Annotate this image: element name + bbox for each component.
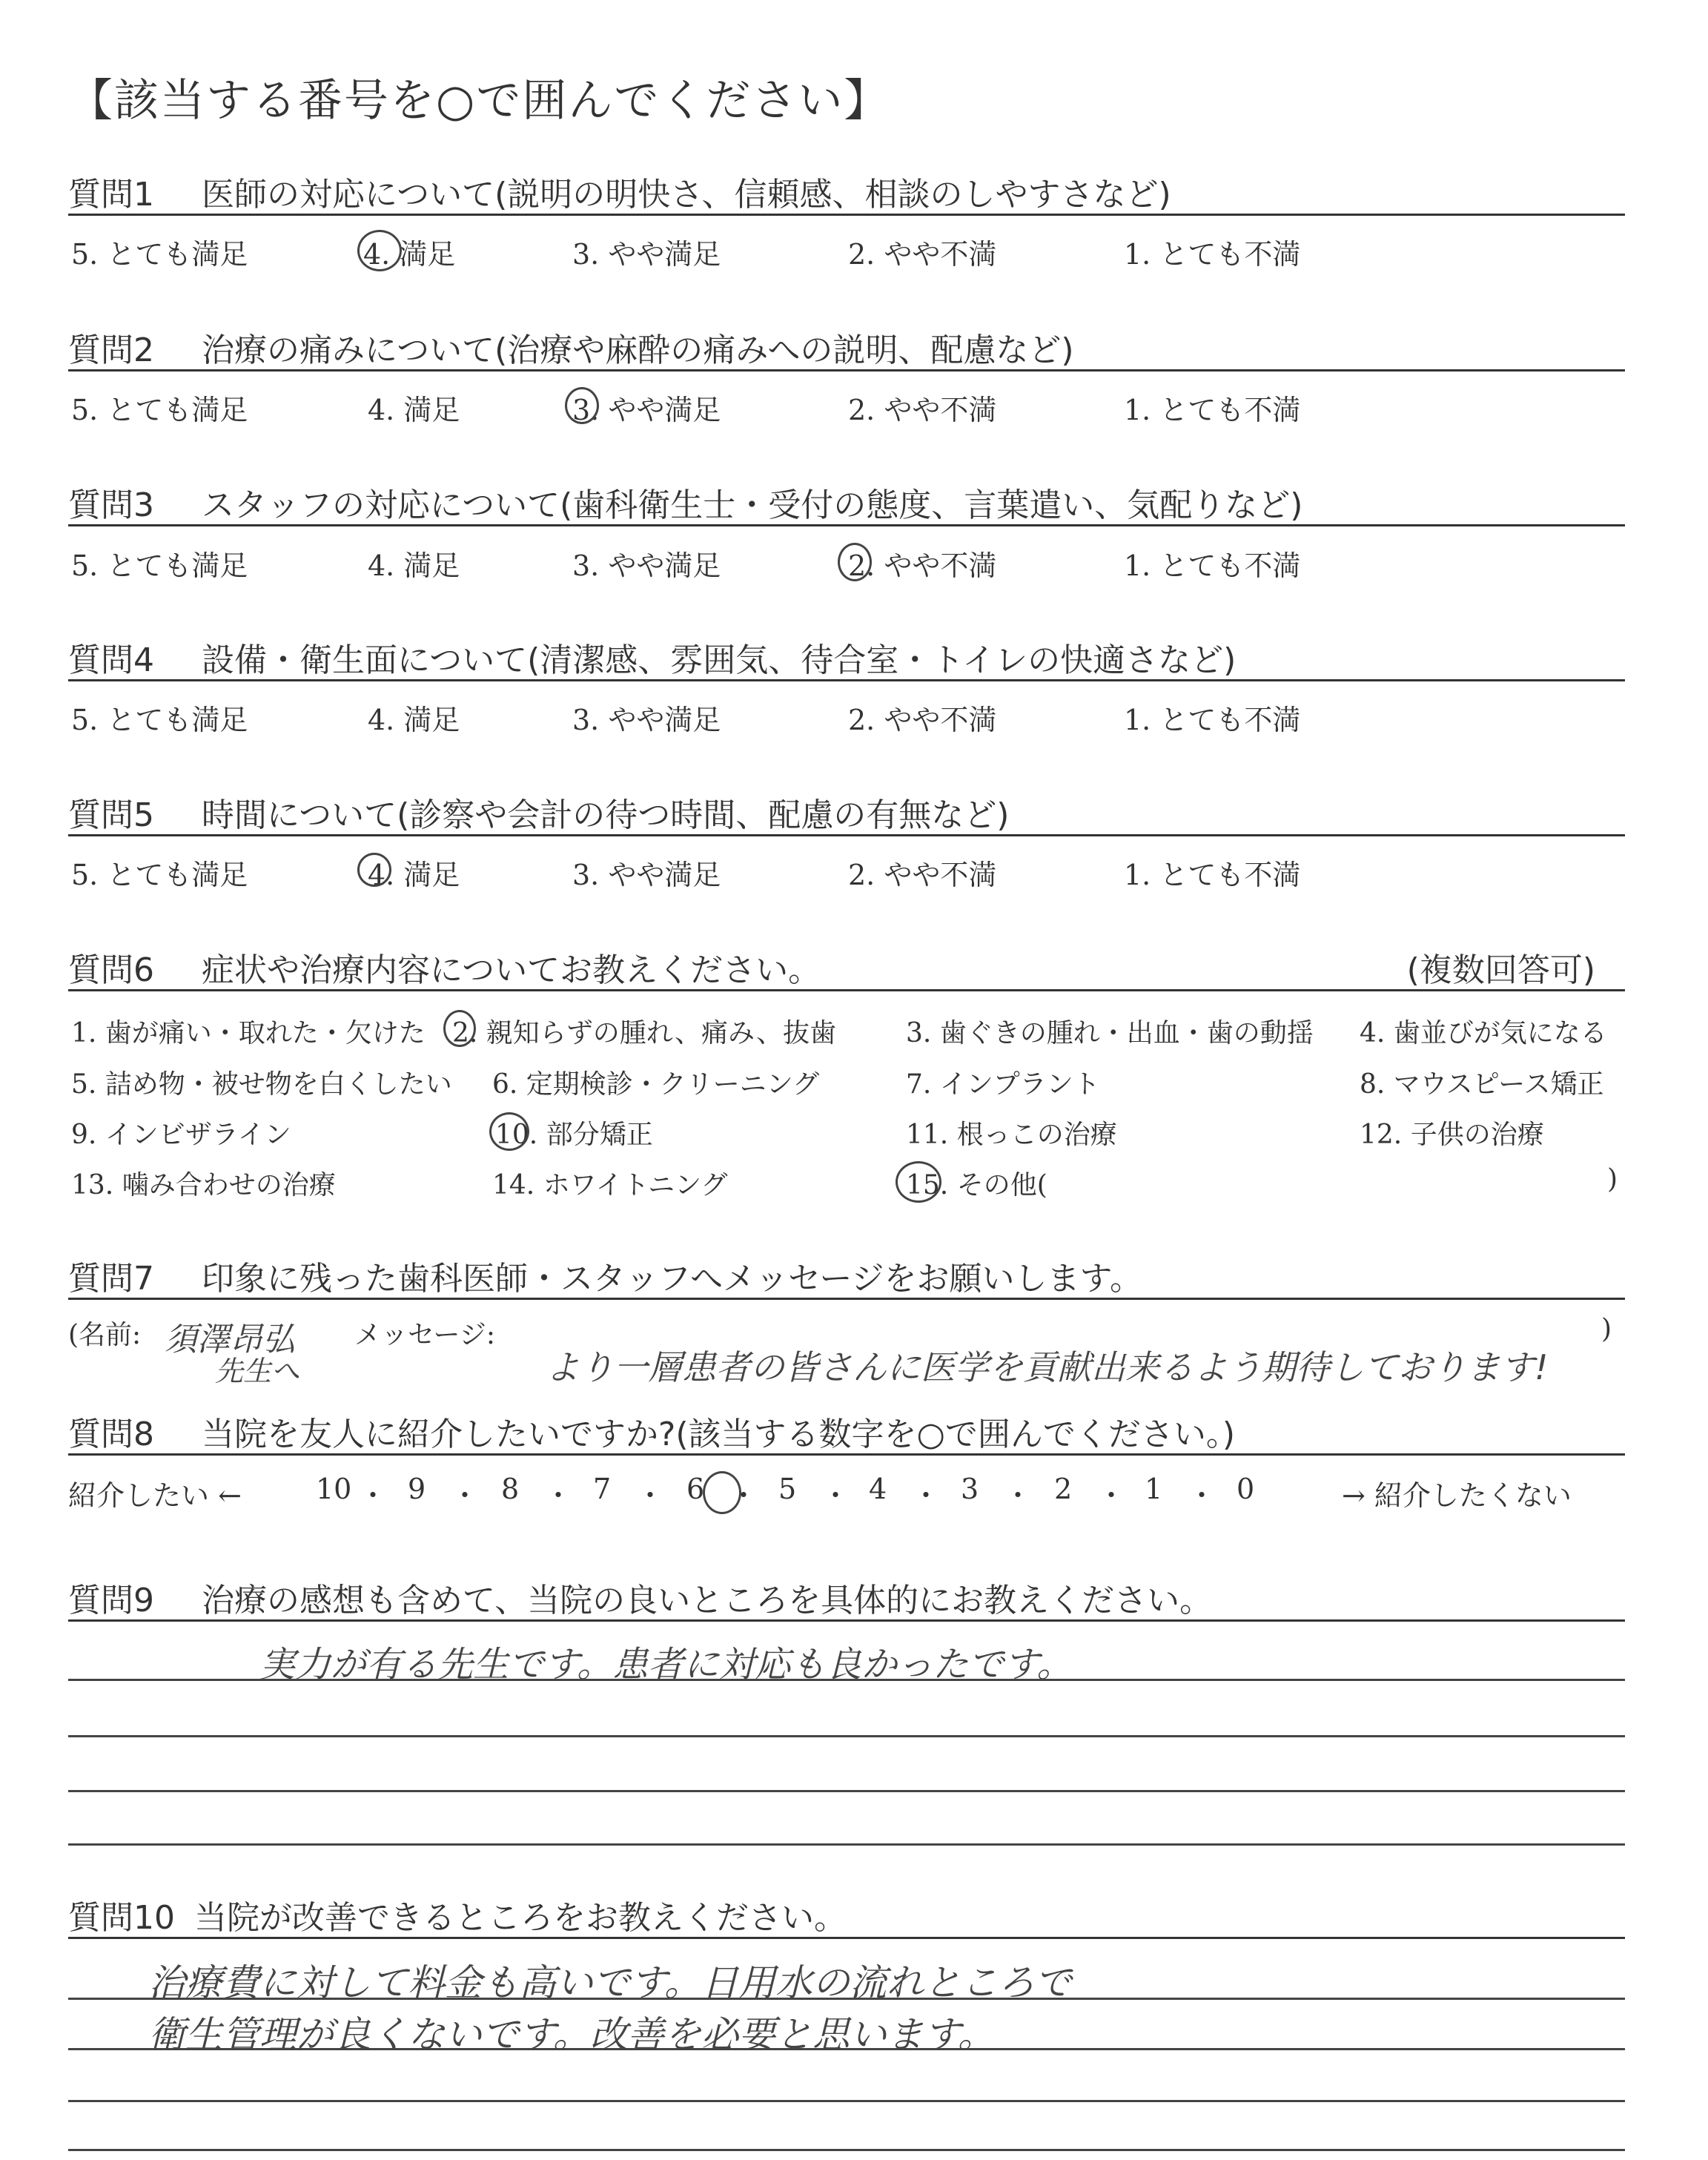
- question-text: スタッフの対応について(歯科衛生士・受付の態度、言葉遣い、気配りなど): [202, 486, 1303, 524]
- q2-selection-circle: [565, 387, 599, 424]
- question-text: 治療の痛みについて(治療や麻酔の痛みへの説明、配慮など): [202, 331, 1074, 369]
- q10-answer-line-2[interactable]: 衛生管理が良くないです。改善を必要と思います。: [148, 2013, 995, 2056]
- q6-item-13[interactable]: 13. 噛み合わせの治療: [71, 1170, 336, 1200]
- answer-line: [68, 1735, 1625, 1737]
- scale-dot: ・: [1004, 1479, 1033, 1512]
- recommend-scale-7[interactable]: 7: [593, 1473, 612, 1505]
- q1-option-3[interactable]: 3. やや満足: [572, 238, 721, 271]
- question-4: [68, 633, 1625, 681]
- question-7: [68, 1252, 1625, 1300]
- q6-item-15[interactable]: 15. その他(: [906, 1170, 1047, 1200]
- recommend-scale-6[interactable]: 6: [686, 1473, 705, 1505]
- q5-option-2[interactable]: 2. やや不満: [848, 859, 997, 891]
- q6-item-2[interactable]: 2. 親知らずの腫れ、痛み、抜歯: [452, 1018, 837, 1048]
- answer-line: [68, 1679, 1625, 1681]
- q6-item-11[interactable]: 11. 根っこの治療: [906, 1120, 1117, 1150]
- question-3: [68, 478, 1625, 526]
- q1-option-2[interactable]: 2. やや不満: [848, 238, 997, 271]
- q5-option-3[interactable]: 3. やや満足: [572, 859, 721, 891]
- recommend-scale-0[interactable]: 0: [1237, 1473, 1255, 1505]
- q6-item-5[interactable]: 5. 詰め物・被せ物を白くしたい: [71, 1069, 452, 1100]
- q6-item-9[interactable]: 9. インビザライン: [71, 1120, 291, 1150]
- scale-dot: ・: [359, 1479, 388, 1512]
- q1-selection-circle: [357, 230, 402, 271]
- q4-option-3[interactable]: 3. やや満足: [572, 704, 721, 736]
- q2-option-2[interactable]: 2. やや不満: [848, 394, 997, 426]
- question-number: 質問6: [68, 951, 154, 989]
- name-label: (名前:: [68, 1320, 142, 1350]
- q6-item-15-circle: [896, 1161, 941, 1203]
- q6-item-3[interactable]: 3. 歯ぐきの腫れ・出血・歯の動揺: [906, 1018, 1314, 1048]
- q6-item-14[interactable]: 14. ホワイトニング: [492, 1170, 728, 1200]
- q1-option-4[interactable]: 4. 満足: [363, 238, 456, 271]
- recommend-scale-9[interactable]: 9: [408, 1473, 426, 1505]
- q3-option-5[interactable]: 5. とても満足: [71, 549, 248, 582]
- q6-item-10[interactable]: 10. 部分矯正: [495, 1120, 653, 1150]
- q6-item-2-circle: [443, 1010, 476, 1047]
- question-text: 当院を友人に紹介したいですか?(該当する数字を○で囲んでください。): [202, 1416, 1236, 1453]
- q6-item-10-circle: [489, 1112, 529, 1151]
- q6-item-7[interactable]: 7. インプラント: [906, 1069, 1100, 1100]
- q5-option-4[interactable]: 4. 満足: [368, 859, 460, 891]
- answer-line: [68, 1790, 1625, 1792]
- question-number: 質問3: [68, 486, 154, 524]
- question-number: 質問9: [68, 1582, 154, 1619]
- q4-option-2[interactable]: 2. やや不満: [848, 704, 997, 736]
- question-8: [68, 1407, 1625, 1456]
- recommend-scale-10[interactable]: 10: [316, 1473, 352, 1505]
- scale-dot: ・: [729, 1479, 758, 1512]
- recommend-scale-8[interactable]: 8: [501, 1473, 520, 1505]
- q8-selection-circle: [703, 1471, 741, 1514]
- question-number: 質問2: [68, 331, 154, 369]
- q3-selection-circle: [838, 543, 872, 581]
- q4-option-4[interactable]: 4. 満足: [368, 704, 460, 736]
- q3-option-3[interactable]: 3. やや満足: [572, 549, 721, 582]
- recommend-scale-2[interactable]: 2: [1054, 1473, 1073, 1505]
- q6-item-4[interactable]: 4. 歯並びが気になる: [1360, 1018, 1607, 1048]
- question-number: 質問4: [68, 641, 154, 679]
- question-number: 質問1: [68, 176, 154, 214]
- q4-option-5[interactable]: 5. とても満足: [71, 704, 248, 736]
- name-handwritten: 須澤昂弘: [165, 1321, 295, 1358]
- question-2: [68, 323, 1625, 371]
- recommend-right-label: → 紹介したくない: [1342, 1479, 1572, 1512]
- q3-option-4[interactable]: 4. 満足: [368, 549, 460, 582]
- question-number: 質問10: [68, 1899, 175, 1937]
- question-number: 質問7: [68, 1260, 154, 1298]
- page-header: 【該当する番号を○で囲んでください】: [68, 75, 890, 127]
- q1-option-1[interactable]: 1. とても不満: [1124, 238, 1301, 271]
- q4-option-1[interactable]: 1. とても不満: [1124, 704, 1301, 736]
- question-text: 治療の感想も含めて、当院の良いところを具体的にお教えください。: [202, 1582, 1213, 1619]
- question-text: 時間について(診察や会計の待つ時間、配慮の有無など): [202, 796, 1010, 834]
- q2-option-5[interactable]: 5. とても満足: [71, 394, 248, 426]
- q5-option-5[interactable]: 5. とても満足: [71, 859, 248, 891]
- recommend-scale-1[interactable]: 1: [1145, 1473, 1163, 1505]
- scale-dot: ・: [821, 1479, 850, 1512]
- message-handwritten[interactable]: より一層患者の皆さんに医学を貢献出来るよう期待しております!: [546, 1347, 1549, 1387]
- message-close-paren: ): [1601, 1314, 1612, 1344]
- q6-other-close-paren: ): [1607, 1164, 1618, 1195]
- scale-dot: ・: [912, 1479, 941, 1512]
- question-6: [68, 943, 1625, 991]
- question-text: 印象に残った歯科医師・スタッフへメッセージをお願いします。: [202, 1260, 1142, 1298]
- scale-dot: ・: [544, 1479, 573, 1512]
- multi-answer-note: (複数回答可): [1406, 951, 1595, 989]
- answer-line: [68, 2149, 1625, 2151]
- recommend-left-label: 紹介したい ←: [68, 1479, 242, 1512]
- question-10: [68, 1891, 1625, 1939]
- question-1: [68, 168, 1625, 216]
- q1-option-5[interactable]: 5. とても満足: [71, 238, 248, 271]
- answer-line: [68, 1998, 1625, 2000]
- name-suffix-handwritten: 先生へ: [215, 1355, 300, 1387]
- question-text: 医師の対応について(説明の明快さ、信頼感、相談のしやすさなど): [202, 176, 1171, 214]
- q5-selection-circle: [357, 853, 391, 887]
- scale-dot: ・: [1097, 1479, 1126, 1512]
- q9-answer-handwritten[interactable]: 実力が有る先生です。患者に対応も良かったです。: [259, 1644, 1073, 1685]
- question-text: 症状や治療内容についてお教えください。: [202, 951, 821, 989]
- question-9: [68, 1573, 1625, 1622]
- recommend-scale-5[interactable]: 5: [778, 1473, 797, 1505]
- q3-option-2[interactable]: 2. やや不満: [848, 549, 997, 582]
- scale-dot: ・: [1188, 1479, 1217, 1512]
- scale-dot: ・: [636, 1479, 665, 1512]
- q2-option-3[interactable]: 3. やや満足: [572, 394, 721, 426]
- question-text: 設備・衛生面について(清潔感、雰囲気、待合室・トイレの快適さなど): [202, 641, 1237, 679]
- q6-item-12[interactable]: 12. 子供の治療: [1360, 1120, 1544, 1150]
- q2-option-4[interactable]: 4. 満足: [368, 394, 460, 426]
- q6-item-8[interactable]: 8. マウスピース矯正: [1360, 1069, 1604, 1100]
- question-text: 当院が改善できるところをお教えください。: [194, 1899, 847, 1937]
- answer-line: [68, 2100, 1625, 2102]
- question-number: 質問5: [68, 796, 154, 834]
- recommend-scale-4[interactable]: 4: [869, 1473, 887, 1505]
- q5-option-1[interactable]: 1. とても不満: [1124, 859, 1301, 891]
- q3-option-1[interactable]: 1. とても不満: [1124, 549, 1301, 582]
- question-5: [68, 788, 1625, 836]
- question-number: 質問8: [68, 1416, 154, 1453]
- recommend-scale-3[interactable]: 3: [961, 1473, 979, 1505]
- scale-dot: ・: [451, 1479, 480, 1512]
- q10-answer-line-1[interactable]: 治療費に対して料金も高いです。日用水の流れところで: [148, 1961, 1072, 2004]
- q6-item-6[interactable]: 6. 定期検診・クリーニング: [492, 1069, 820, 1100]
- answer-line: [68, 1843, 1625, 1846]
- q2-option-1[interactable]: 1. とても不満: [1124, 394, 1301, 426]
- answer-line: [68, 2048, 1625, 2050]
- q6-item-1[interactable]: 1. 歯が痛い・取れた・欠けた: [71, 1018, 426, 1048]
- message-label: メッセージ:: [354, 1320, 495, 1350]
